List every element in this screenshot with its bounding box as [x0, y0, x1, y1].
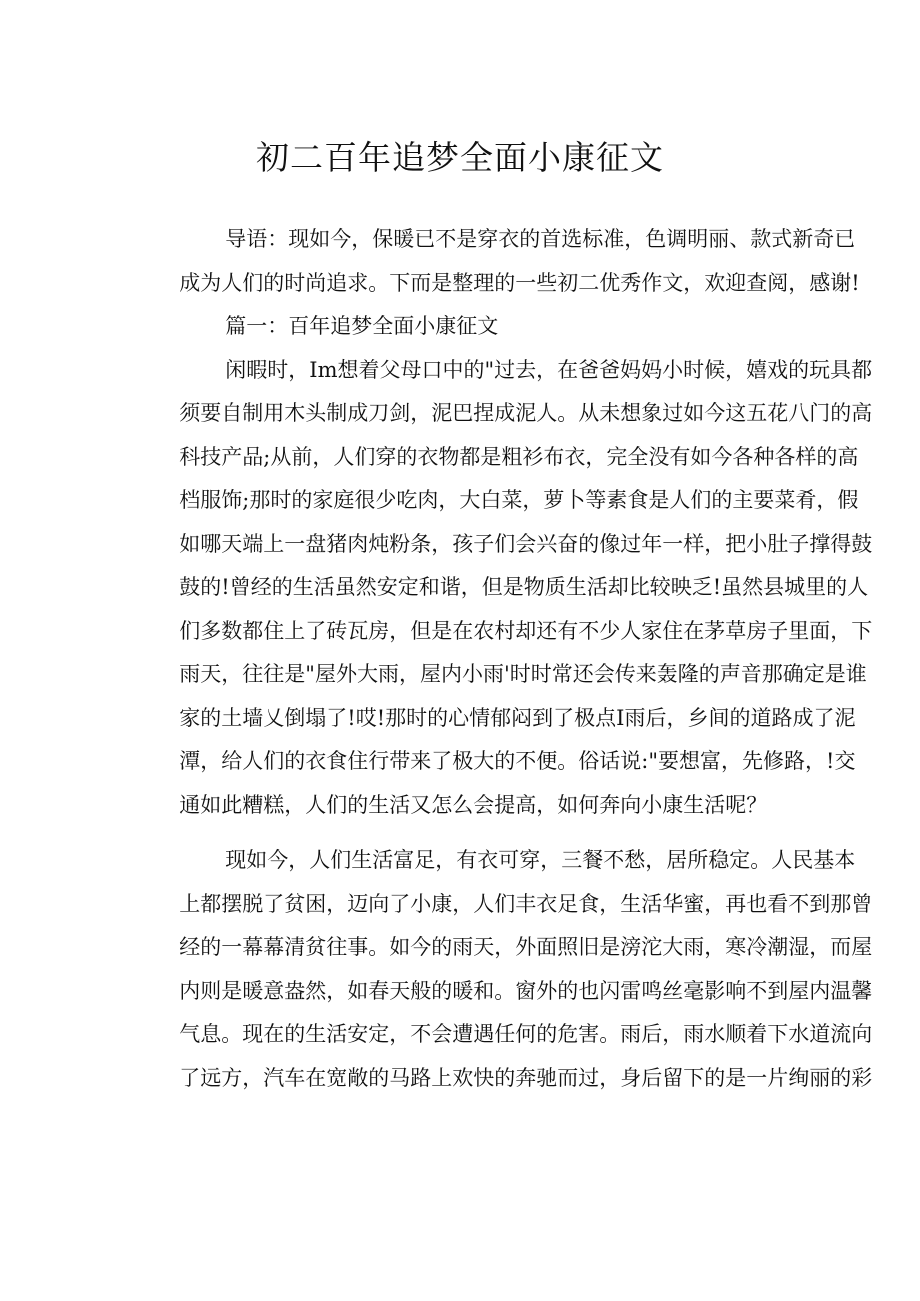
text-line: 家的土墙乂倒塌了!哎!那时的心情郁闷到了极点I雨后，乡间的道路成了泥	[179, 705, 856, 730]
text-line: 须要自制用木头制成刀剑，泥巴捏成泥人。从未想象过如今这五花八门的高	[179, 401, 873, 425]
text-line: 现如今，人们生活富足，有衣可穿，三餐不愁，居所稳定。人民基本	[225, 848, 856, 872]
text-line: 了远方，汽车在宽敞的马路上欢快的奔驰而过，身后留下的是一片绚丽的彩	[179, 1065, 873, 1090]
text-line: 上都摆脱了贫困，迈向了小康，人们丰衣足食，生活华蜜，再也看不到那曾	[179, 891, 873, 916]
paragraph-intro	[131, 218, 860, 305]
paragraph-present	[131, 839, 873, 1100]
text-line: 雨天，往往是"屋外大雨，屋内小雨'时时常还会传来轰隆的声音那确定是谁	[179, 662, 867, 686]
text-line: 科技产品;从前，人们穿的衣物都是粗衫布衣，完全没有如今各种各样的高	[179, 444, 859, 469]
text-line: 鼓的!曾经的生活虽然安定和谐，但是物质生活却比较映乏!虽然县城里的人	[179, 575, 869, 599]
text-line: 闲暇时，Im想着父母口中的"过去，在爸爸妈妈小时候，嬉戏的玩具都	[225, 357, 873, 382]
text-line: 们多数都住上了砖瓦房，但是在农村却还有不少人家住在茅草房子里面，下	[179, 618, 873, 643]
text-line: 内则是暖意盎然，如春天般的暖和。窗外的也闪雷鸣丝毫影响不到屋内温馨	[179, 978, 873, 1003]
paragraph-past	[131, 349, 873, 828]
document-title: 初二百年追梦全面小康征文	[256, 138, 664, 177]
text-line: 成为人们的时尚追求。下而是整理的一些初二优秀作文，欢迎查阅，感谢!	[179, 270, 860, 295]
text-line: 气息。现在的生活安定，不会遭遇任何的危害。雨后，雨水顺着下水道流向	[179, 1022, 873, 1046]
text-line: 篇一：百年追梦全面小康征文	[225, 314, 499, 338]
text-line: 通如此糟糕，人们的生活又怎么会提高，如何奔向小康生活呢？	[179, 792, 768, 817]
text-line: 如哪天端上一盘猪肉炖粉条，孩子们会兴奋的像过年一样，把小肚子撑得鼓	[179, 531, 873, 556]
text-line: 档服饰;那时的家庭很少吃肉，大白菜，萝卜等素食是人们的主要菜肴，假	[179, 488, 859, 512]
text-line: 导语：现如今，保暖已不是穿衣的首选标准，色调明丽、款式新奇已	[225, 227, 856, 251]
text-line: 经的一幕幕清贫往事。如今的雨天，外面照旧是滂沱大雨，寒冷潮湿，而屋	[179, 935, 873, 959]
document-body	[131, 218, 873, 1100]
text-line: 潭，给人们的衣食住行带来了极大的不便。俗话说:"要想富，先修路，!交	[179, 749, 856, 773]
section-heading	[131, 305, 791, 349]
